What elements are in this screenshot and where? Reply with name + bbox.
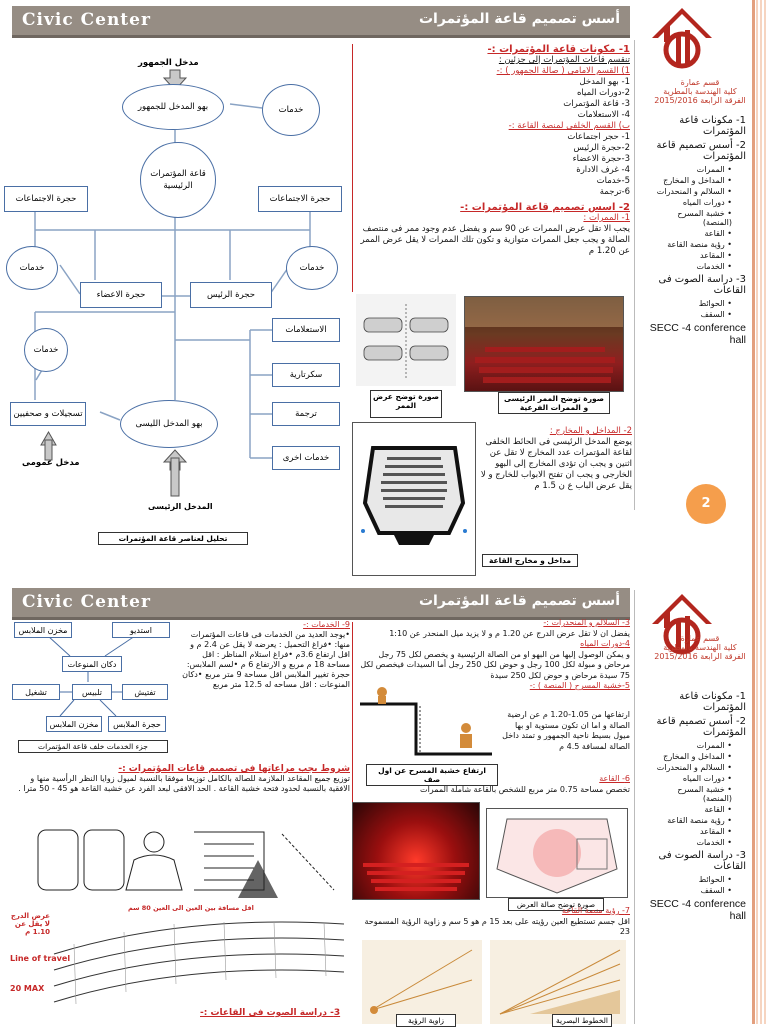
hall-caption: صورة توضح صالة العرض	[508, 898, 604, 911]
sound-heading: 3- دراسة الصوت فى القاعات :-	[200, 1008, 341, 1018]
toc-sub: • المداخل و المخارج	[646, 176, 732, 185]
wc-body: و يمكن الوصول إليها من البهو او من الصالة الرئيسية و يخصص لكل 75 رجل مرحاض و مبولة لكل 100 رجل و حوض لكل 250 رجل أما السيدات فيخصص لكل 75 سيدة مرحاض و حوض لكل 250 سيدة	[360, 649, 630, 680]
toc-sub: • دورات المياه	[646, 198, 732, 207]
page-2	[0, 512, 768, 1024]
toc-sub: • الخدمات	[646, 262, 732, 271]
view-heading: 7- رؤية منصة القاعة	[562, 906, 630, 915]
view-angle-caption: زاوية الرؤية	[396, 1014, 456, 1027]
stage-body: ارتفاعها من 1.05-1.20 م عن ارضية الصالة و اما ان تكون مستوية او بها ميول بسيط ناحية الجمهور و تمتد داخل الصالة لمسافة 4.5 م	[502, 710, 630, 751]
list-item: 3-حجرة الاعضاء	[572, 154, 630, 164]
diagram-caption: تحليل لعناصر قاعة المؤتمرات	[98, 532, 248, 545]
other-services-box: خدمات اخرى	[272, 446, 340, 470]
stair-width-label: عرض الدرج لا يقل عن 1.10 م	[10, 912, 50, 936]
toc-item-4[interactable]: SECC -4 conference hall	[649, 322, 746, 346]
components-heading: 1- مكونات قاعة المؤتمرات :-	[487, 44, 630, 55]
edge-line	[752, 512, 755, 1024]
stage-height-drawing	[356, 684, 496, 760]
toc-item-3[interactable]: 3- دراسة الصوت فى القاعات	[658, 274, 746, 296]
college-label: كلية الهندسة بالمطرية	[663, 87, 737, 96]
year-label: الفرقة الرابعة 2015/2016	[654, 96, 746, 105]
text-divider	[352, 622, 353, 802]
list-item: 1- حجر اجتماعات	[567, 132, 630, 142]
corridor-caption: صورة توضح عرض الممر	[370, 390, 442, 418]
components-text	[358, 44, 630, 257]
toc-sub: • الخدمات	[646, 838, 732, 847]
project-title: Civic Center	[22, 592, 151, 612]
members-room-box: حجرة الاعضاء	[80, 282, 162, 308]
dept-label: قسم عمارة	[680, 78, 720, 87]
services-bubble: خدمات	[262, 84, 320, 136]
list-item: 4- الاستعلامات	[577, 110, 630, 120]
toc-sub: • القاعة	[646, 229, 732, 238]
college-logo	[646, 4, 718, 74]
services-heading: 9- الخدمات :-	[303, 620, 350, 629]
store2-box: مخزن الملابس	[46, 716, 102, 732]
theater-photo	[352, 802, 480, 900]
section-title: أسس تصميم قاعة المؤتمرات	[418, 11, 620, 27]
meeting-room-right: حجرة الاجتماعات	[258, 186, 342, 212]
college-label: كلية الهندسة بالمطرية	[663, 643, 737, 652]
toc-sub: • الممرات	[646, 165, 732, 174]
entrances-body: يوضع المدخل الرئيسى فى الحائط الخلفى لقاعة المؤتمرات عدد المخارج لا تقل عن اثنين و يجب ان تؤدى المخارج إلى البهو الخارجى و يجب ان تفتح الابواب للخارج و لا يقل عرض الباب ع ن 1.5 م	[480, 437, 632, 491]
toc-sub: • الحوائط	[646, 299, 732, 308]
edge-pattern	[756, 512, 768, 1024]
auditorium-photo	[464, 296, 624, 392]
entrances-text	[478, 426, 632, 492]
conditions-body: توزيع جميع المقاعد الملازمة للصالة بالكامل توزيعا موفقا بالنسبة لميول زوايا النظر الرأسية منها و الافقية بالنسبة لحدود فتحة خشبة القاعة . الحد الافقى لبعد الفرد عن خشبة القاعة هو 45 - 50 مترا .	[18, 774, 350, 793]
column-divider	[634, 40, 635, 510]
view-body: اقل جسم تستطيع العين رؤيته على بعد 15 م هو 5 سم و زاوية الرؤية المسموحة 23	[364, 916, 630, 936]
meeting-room-left: حجرة الاجتماعات	[4, 186, 88, 212]
toc-item-4[interactable]: SECC -4 conference hall	[649, 898, 746, 922]
entrances-caption: مداخل و مخارج القاعة	[482, 554, 578, 567]
table-of-contents	[646, 688, 746, 925]
list-item: 4- غرف الادارة	[576, 165, 630, 175]
dept-label: قسم عمارة	[680, 634, 720, 643]
stairs-body: يفضل ان لا تقل عرض الدرج عن 1.20 م و لا يزيد ميل المنحدر عن 1:10	[389, 628, 630, 638]
operate-box: تشغيل	[12, 684, 60, 700]
max-label: 20 MAX	[10, 984, 45, 993]
corridors-text: يجب الا تقل عرض الممرات عن 90 سم و يفضل عدم وجود ممر فى منتصف الصالة و يجب جعل الممرات متوازية و تكون تلك الممرات لا يقل عرض الممر عن 1.20 م	[360, 224, 630, 256]
public-lobby-bubble: بهو المدخل للجمهور	[122, 84, 224, 130]
edge-line	[752, 0, 755, 512]
edge-pattern	[756, 0, 768, 512]
hall-heading: 6- القاعة	[599, 774, 630, 783]
hall-text	[356, 774, 630, 795]
public-entrance-label: مدخل الجمهور	[138, 58, 199, 68]
section-title: أسس تصميم قاعة المؤتمرات	[418, 593, 620, 609]
sight-lines-caption: الخطوط البصرية	[552, 1014, 612, 1027]
seat-note-label: اقل مسافة بين العين الى العين 80 سم	[128, 904, 254, 912]
secretary-box: سكرتارية	[272, 363, 340, 387]
inquiries-box: الاستعلامات	[272, 318, 340, 342]
corridor-plan-image	[356, 294, 456, 386]
toc-sub: • الحوائط	[646, 875, 732, 884]
public-entry-label: مدخل عمومى	[22, 458, 80, 468]
table-of-contents	[646, 112, 746, 349]
toc-sub: • رؤية منصة القاعة	[646, 816, 732, 825]
main-corridor-caption: صورة توضح الممر الرئيسى و الممرات الفرعية	[498, 392, 610, 414]
services-text	[178, 620, 350, 690]
vip-lobby-bubble: بهو المدخل الليسى	[120, 400, 218, 448]
travel-label: Line of travel	[10, 954, 71, 963]
toc-sub: • دورات المياه	[646, 774, 732, 783]
project-title: Civic Center	[22, 10, 151, 30]
toc-item-1[interactable]: 1- مكونات قاعة المؤتمرات	[679, 691, 746, 713]
cafe-box: دكان المنوعات	[62, 656, 122, 672]
list-item: 5-خدمات	[596, 176, 630, 186]
toc-sub: • السقف	[646, 310, 732, 319]
toc-sub: • الممرات	[646, 741, 732, 750]
toc-sub: • خشبة المسرح (المنصة)	[646, 785, 732, 803]
recordings-box: تسجيلات و صحفيين	[10, 402, 86, 426]
toc-sub: • السلالم و المنحدرات	[646, 187, 732, 196]
translation-box: ترجمة	[272, 402, 340, 426]
services-bubble-lower: خدمات	[24, 328, 68, 372]
list-item: 2-حجرة الرئيس	[573, 143, 630, 153]
services-bubble-right: خدمات	[286, 246, 338, 290]
entrances-heading: 2- المداخل و المخارج :	[549, 426, 632, 436]
sight-lines-drawing	[490, 940, 626, 1024]
costume-room-box: حجرة الملابس	[108, 716, 166, 732]
studio-box: استديو	[112, 622, 170, 638]
design-text-2	[356, 618, 630, 692]
toc-sub: • السقف	[646, 886, 732, 895]
stage-text	[500, 710, 630, 752]
toc-sub: • رؤية منصة القاعة	[646, 240, 732, 249]
stage-heading: 5-خشبة المسرح ( المنصة ) :-	[529, 681, 630, 690]
toc-item-2[interactable]: 2- أسس تصميم قاعة المؤتمرات	[656, 716, 746, 738]
main-hall-bubble: قاعة المؤتمرات الرئيسية	[140, 142, 216, 218]
toc-sub: • المداخل و المخارج	[646, 752, 732, 761]
toc-sub: • السلالم و المنحدرات	[646, 763, 732, 772]
services-body: •يوجد العديد من الخدمات فى قاعات المؤتمرات منها: •فراغ التحميل : يعرضه لا يقل عن 2.4 م و اقل ارتفاع 3.6م •فراغ استلام المناظر : اقل مساحة 18 م مربع و الارتفاع 6 م •لسم الملابس: حجرة تغيير الملابس اقل مساحة 9 متر مربع •دكان المنوعات : اقل مساحه له 12.5 متر مربع	[182, 630, 350, 689]
college-name	[650, 634, 750, 652]
dressing-box: تلبيس	[72, 684, 112, 700]
list-item: 1- بهو المدخل	[579, 77, 630, 87]
conditions-heading: شروط يجب مراعاتها فى تصميم قاعات المؤتمرات :-	[118, 764, 350, 774]
services-bubble-left: خدمات	[6, 246, 58, 290]
college-name	[650, 78, 750, 96]
corridors-heading: 1- الممرات :	[583, 213, 630, 223]
toc-sub: • القاعة	[646, 805, 732, 814]
store-box: مخزن الملابس	[14, 622, 72, 638]
toc-item-3[interactable]: 3- دراسة الصوت فى القاعات	[658, 850, 746, 872]
seating-section-drawing	[14, 820, 350, 904]
toc-item-1[interactable]: 1- مكونات قاعة المؤتمرات	[679, 115, 746, 137]
hall-body: تخصص مساحة 0.75 متر مربع للشخص بالقاعة شاملة الممرات	[420, 784, 630, 794]
title-bar	[12, 588, 630, 620]
components-intro: تنقسم قاعات المؤتمرات إلى جزئين :	[498, 55, 630, 65]
list-item: 6-ترجمة	[599, 187, 630, 197]
list-item: 2-دورات المياه	[576, 88, 630, 98]
list-item: 3- قاعة المؤتمرات	[563, 99, 630, 109]
part2-heading: ب) القسم الخلفى لمنصة القاعة :-	[508, 121, 630, 131]
conditions-text	[14, 764, 350, 794]
toc-sub: • المقاعد	[646, 827, 732, 836]
page-number-badge: 2	[686, 484, 726, 524]
inspect-box: تفتيش	[122, 684, 168, 700]
toc-sub: • خشبة المسرح (المنصة)	[646, 209, 732, 227]
theater-plan-image	[486, 808, 628, 898]
main-entrance-label: المدخل الرئيسى	[148, 502, 213, 511]
view-angle-drawing	[362, 940, 482, 1024]
column-divider	[634, 590, 635, 1024]
view-text	[356, 906, 630, 938]
design-heading: 2- اسس تصميم قاعة المؤتمرات :-	[460, 202, 630, 213]
toc-sub: • المقاعد	[646, 251, 732, 260]
stairs-heading: 3- السلالم و المنحدرات :-	[543, 618, 630, 627]
wc-heading: 4-دورات المياه	[580, 639, 630, 648]
toc-item-2[interactable]: 2- أسس تصميم قاعة المؤتمرات	[656, 140, 746, 162]
seating-plan-drawing	[14, 914, 350, 1018]
president-room-box: حجرة الرئيس	[190, 282, 272, 308]
part1-heading: 1) القسم الامامى ( صالة الجمهور ) :-	[496, 66, 630, 76]
service-caption: جزء الخدمات خلف قاعة المؤتمرات	[18, 740, 168, 753]
year-label: الفرقة الرابعة 2015/2016	[654, 652, 746, 661]
stage-caption: ارتفاع خشبة المسرح عن اول صف	[366, 764, 498, 786]
